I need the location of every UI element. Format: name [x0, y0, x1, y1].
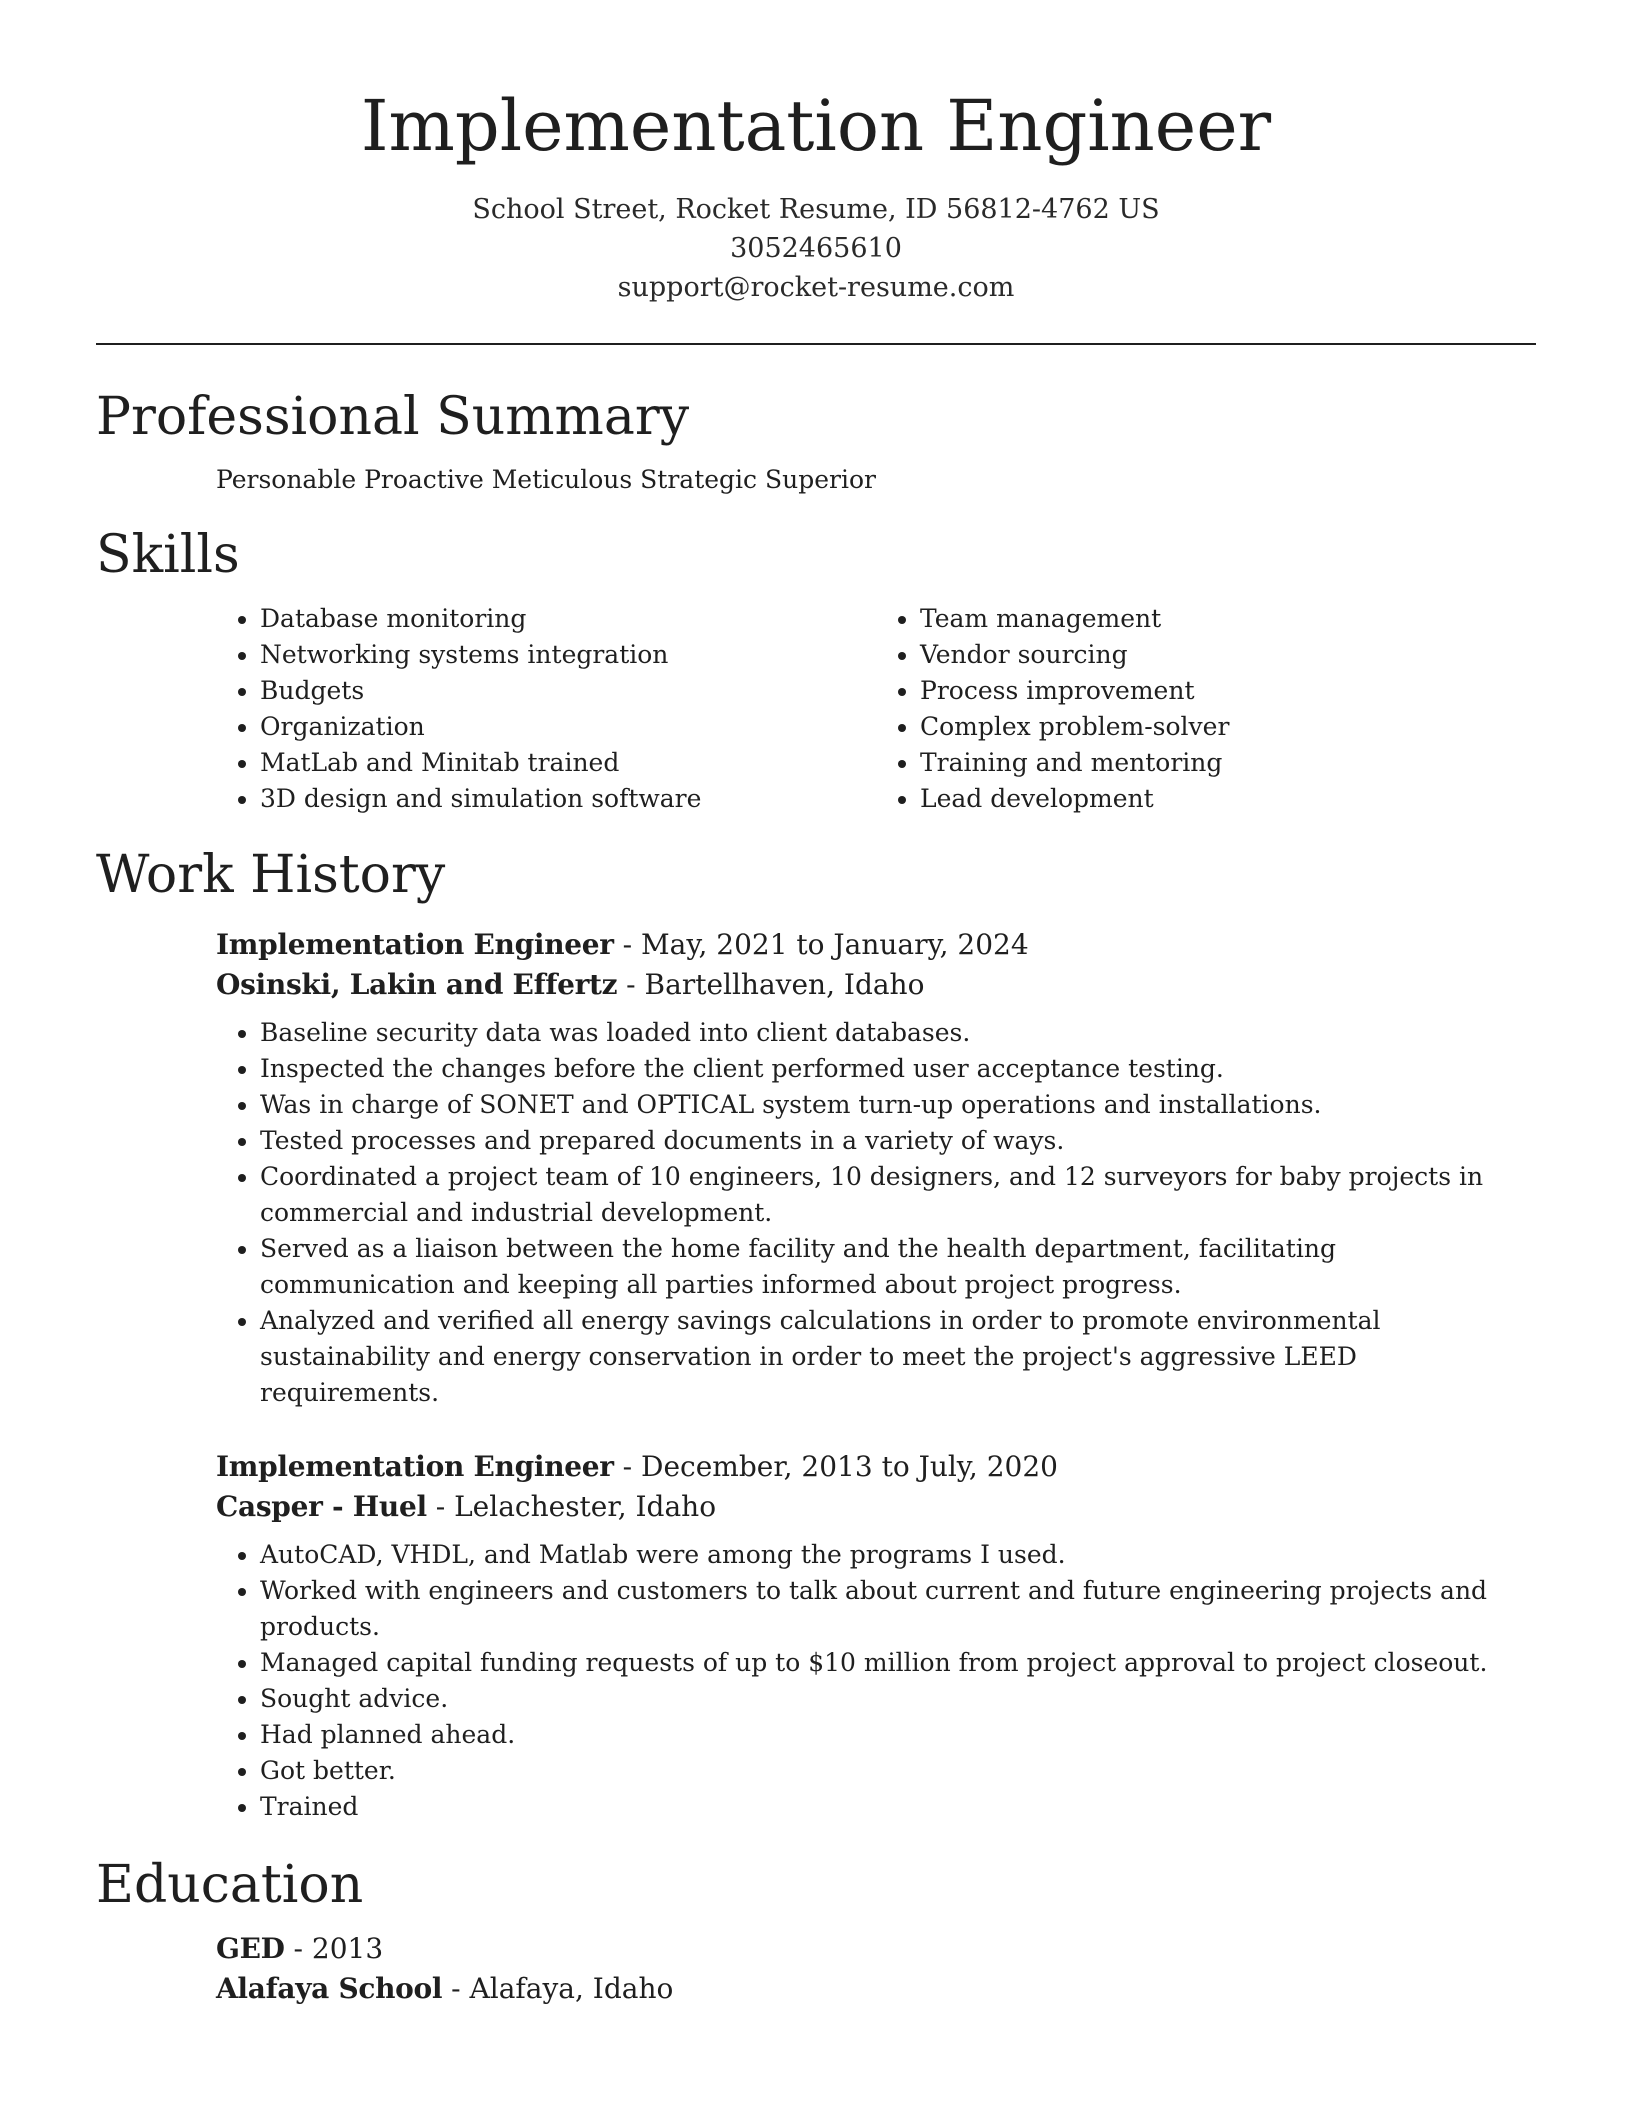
education-school-line: [216, 1969, 1536, 2009]
job-company-line: [216, 965, 1536, 1005]
job-location: - Lelachester, Idaho: [426, 1490, 717, 1523]
resume-header: [96, 0, 1536, 307]
skill-item: • Budgets: [260, 673, 876, 709]
skills-heading: Skills: [96, 525, 240, 585]
skills-columns: [216, 601, 1536, 817]
job-bullet: • Trained: [260, 1789, 1536, 1825]
job-bullet: • Worked with engineers and customers to talk about current and future engineering projects and products.: [260, 1573, 1536, 1645]
skills-list-right: [876, 601, 1536, 817]
job-company: Casper - Huel: [216, 1490, 427, 1523]
skill-item: • Vendor sourcing: [920, 637, 1536, 673]
job-role: Implementation Engineer: [216, 1450, 614, 1483]
education-section: [96, 1929, 1536, 2009]
job-bullet: • Served as a liaison between the home facility and the health department, facilitating communication and keeping all parties informed about project progress.: [260, 1231, 1536, 1303]
skill-item: • Lead development: [920, 781, 1536, 817]
summary-section: [96, 463, 1536, 497]
job-entry: [216, 925, 1536, 1411]
education-location: - Alafaya, Idaho: [442, 1972, 674, 2005]
education-heading: Education: [96, 1855, 364, 1915]
skill-item: • Database monitoring: [260, 601, 876, 637]
job-bullet: • Baseline security data was loaded into client databases.: [260, 1015, 1536, 1051]
job-bullet: • Coordinated a project team of 10 engineers, 10 designers, and 12 surveyors for baby projects in commercial and industrial development.: [260, 1159, 1536, 1231]
contact-email: support@rocket-resume.com: [617, 272, 1015, 303]
contact-block: [96, 190, 1536, 307]
skill-item: • Training and mentoring: [920, 745, 1536, 781]
job-bullet: • Inspected the changes before the client performed user acceptance testing.: [260, 1051, 1536, 1087]
job-role: Implementation Engineer: [216, 928, 614, 961]
job-bullets: [216, 1537, 1536, 1825]
skill-item: • Complex problem-solver: [920, 709, 1536, 745]
job-bullet: • Was in charge of SONET and OPTICAL system turn-up operations and installations.: [260, 1087, 1536, 1123]
job-company: Osinski, Lakin and Effertz: [216, 968, 618, 1001]
skill-item: • Networking systems integration: [260, 637, 876, 673]
job-bullet: • Tested processes and prepared documents in a variety of ways.: [260, 1123, 1536, 1159]
job-title-line: [216, 925, 1536, 965]
skill-item: • Organization: [260, 709, 876, 745]
job-bullet: • Got better.: [260, 1753, 1536, 1789]
header-divider: [96, 343, 1536, 345]
job-dates: - May, 2021 to January, 2024: [613, 928, 1029, 961]
skills-section: [96, 601, 1536, 817]
education-school: Alafaya School: [216, 1972, 443, 2005]
candidate-name: Implementation Engineer: [360, 85, 1272, 167]
job-bullet: • AutoCAD, VHDL, and Matlab were among the programs I used.: [260, 1537, 1536, 1573]
job-bullet: • Sought advice.: [260, 1681, 1536, 1717]
work-history-heading: Work History: [96, 845, 446, 905]
job-bullets: [216, 1015, 1536, 1411]
job-company-line: [216, 1487, 1536, 1527]
job-title-line: [216, 1447, 1536, 1487]
job-entry: [216, 1447, 1536, 1825]
job-bullet: • Managed capital funding requests of up to $10 million from project approval to project closeout.: [260, 1645, 1536, 1681]
skills-list-left: [216, 601, 876, 817]
education-degree: GED: [216, 1932, 285, 1965]
contact-address: School Street, Rocket Resume, ID 56812-4762 US: [472, 194, 1160, 225]
job-location: - Bartellhaven, Idaho: [617, 968, 925, 1001]
job-bullet: • Had planned ahead.: [260, 1717, 1536, 1753]
education-degree-line: [216, 1929, 1536, 1969]
contact-phone: 3052465610: [730, 233, 902, 264]
job-bullet: • Analyzed and verified all energy savings calculations in order to promote environmental sustainability and energy conservation in order to meet the project's aggressive LEED requirements.: [260, 1303, 1536, 1411]
job-dates: - December, 2013 to July, 2020: [613, 1450, 1058, 1483]
skill-item: • MatLab and Minitab trained: [260, 745, 876, 781]
summary-text: Personable Proactive Meticulous Strategic Superior: [216, 465, 876, 494]
skill-item: • 3D design and simulation software: [260, 781, 876, 817]
education-year: - 2013: [284, 1932, 384, 1965]
skill-item: • Process improvement: [920, 673, 1536, 709]
skill-item: • Team management: [920, 601, 1536, 637]
summary-heading: Professional Summary: [96, 387, 690, 447]
work-history-section: [96, 925, 1536, 1825]
